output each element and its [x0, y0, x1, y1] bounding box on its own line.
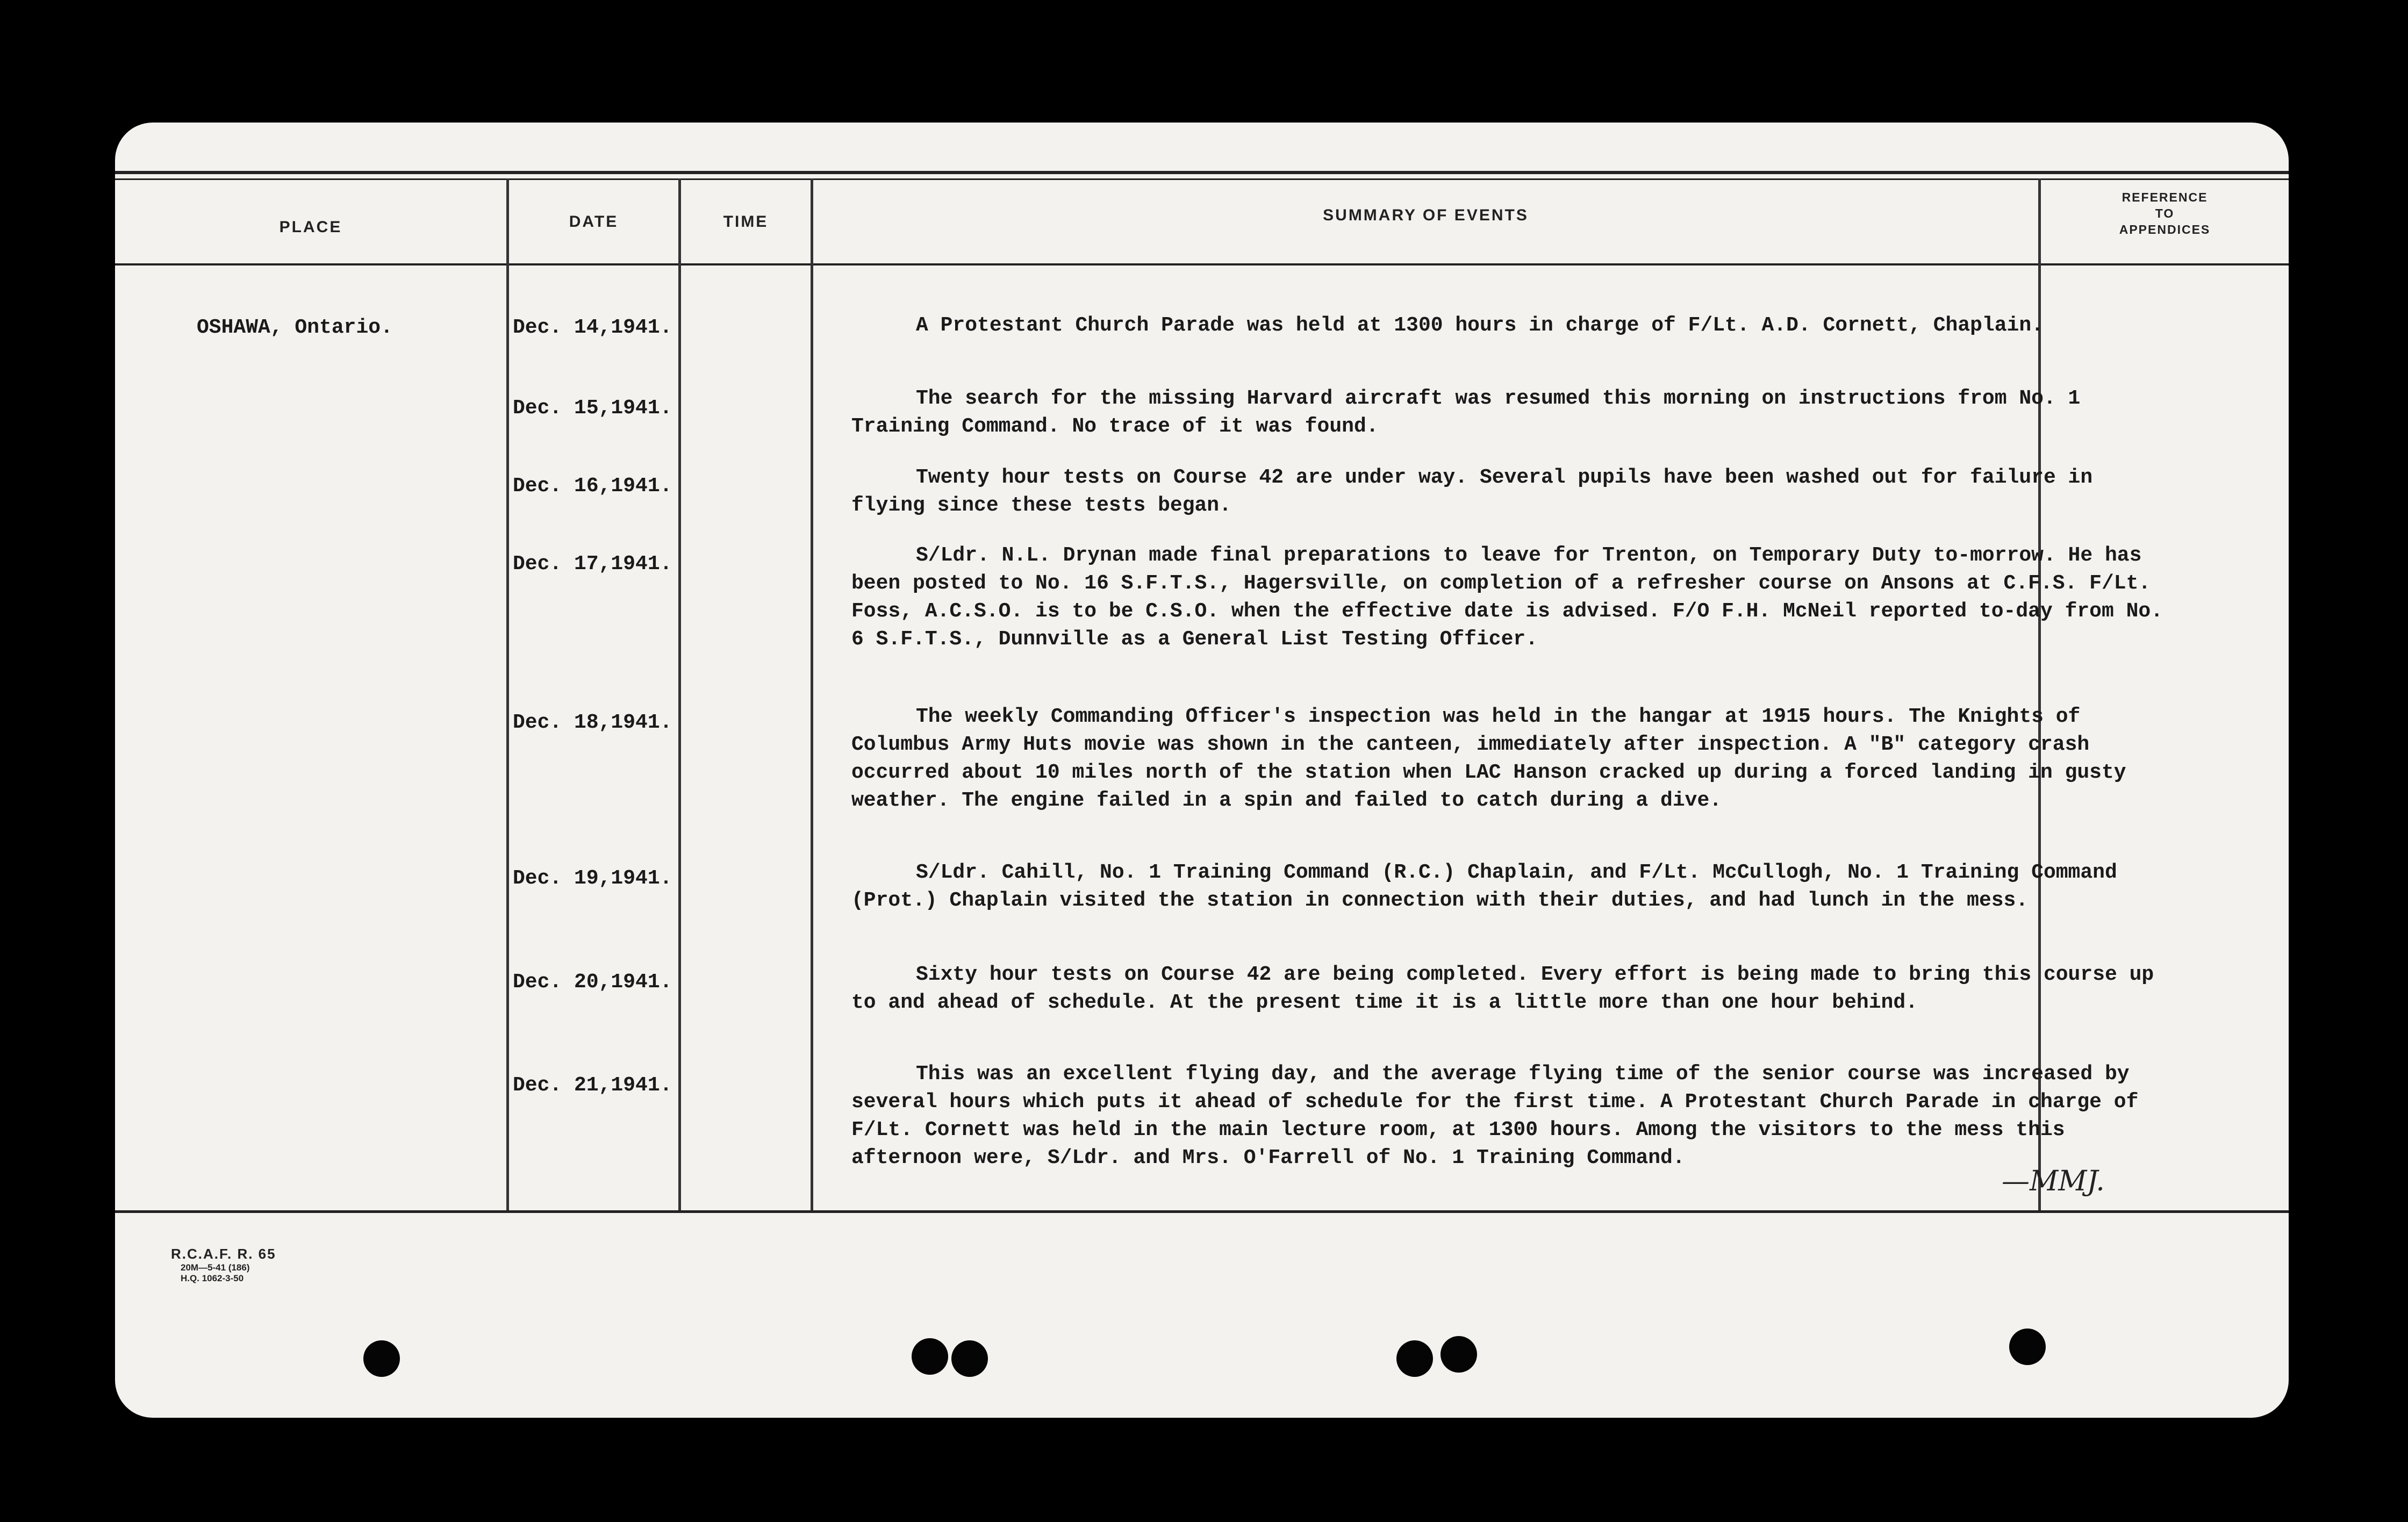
entry-summary: S/Ldr. Cahill, No. 1 Training Command (R.C.) Chaplain, and F/Lt. McCullogh, No. 1 Training Command (Prot.) Chaplain visited the station in connection with their duties, and had lunch in the mess. [851, 861, 2117, 912]
time-summary-divider [811, 178, 813, 1210]
punch-hole [912, 1338, 948, 1375]
form-number: R.C.A.F. R. 65 20M—5-41 (186) H.Q. 1062-3-50 [171, 1246, 276, 1283]
top-rule-2 [115, 178, 2289, 180]
date-time-divider [678, 178, 681, 1210]
punch-hole [951, 1340, 988, 1377]
bottom-rule [115, 1210, 2289, 1213]
header-time: TIME [723, 213, 769, 231]
punch-hole [2009, 1329, 2046, 1365]
header-date: DATE [569, 213, 619, 231]
punch-hole [363, 1340, 400, 1377]
punch-hole [1440, 1336, 1477, 1373]
entry-summary: A Protestant Church Parade was held at 1300 hours in charge of F/Lt. A.D. Cornett, Chaplain. [916, 314, 2044, 337]
diary-card [115, 123, 2289, 1418]
entry-date: Dec. 16,1941. [513, 475, 672, 498]
entry-summary: Twenty hour tests on Course 42 are under way. Several pupils have been washed out for failure in flying since these tests began. [851, 466, 2093, 517]
entry-date: Dec. 19,1941. [513, 867, 672, 890]
place-value: OSHAWA, Ontario. [197, 316, 393, 339]
punch-hole [1396, 1340, 1433, 1377]
entry-date: Dec. 17,1941. [513, 552, 672, 576]
header-summary: SUMMARY OF EVENTS [1323, 206, 1529, 224]
header-place: PLACE [279, 218, 342, 236]
entry-summary: Sixty hour tests on Course 42 are being completed. Every effort is being made to bring this course up to and ahead of schedule. At the present time it is a little more than one hour behind. [851, 963, 2154, 1014]
entry-date: Dec. 20,1941. [513, 971, 672, 994]
entry-summary: This was an excellent flying day, and the average flying time of the senior course was increased by several hours which puts it ahead of schedule for the first time. A Protestant Church Parade in charge of F/Lt. Cornett was held in the main lecture room, at 1300 hours. Among the visitors to the mess this afternoon were, S/Ldr. and Mrs. O'Farrell of No. 1 Training Command. [851, 1062, 2139, 1169]
entry-date: Dec. 14,1941. [513, 316, 672, 339]
place-date-divider [506, 178, 509, 1210]
top-rule [115, 171, 2289, 174]
entry-date: Dec. 21,1941. [513, 1074, 672, 1097]
entry-summary: The weekly Commanding Officer's inspection was held in the hangar at 1915 hours. The Knights of Columbus Army Huts movie was shown in the canteen, immediately after inspection. A "B" category crash occurred about 10 miles north of the station when LAC Hanson cracked up during a forced landing in gusty weather. The engine failed in a spin and failed to catch during a dive. [851, 705, 2126, 812]
entry-summary: The search for the missing Harvard aircraft was resumed this morning on instructions from No. 1 Training Command. No trace of it was found. [851, 387, 2081, 438]
entry-date: Dec. 15,1941. [513, 397, 672, 420]
header-reference: REFERENCE TO APPENDICES [2119, 190, 2211, 236]
entry-date: Dec. 18,1941. [513, 711, 672, 734]
signature-initials: —MMJ. [2002, 1165, 2105, 1197]
header-rule [115, 263, 2289, 265]
entry-summary: S/Ldr. N.L. Drynan made final preparations to leave for Trenton, on Temporary Duty to-morrow. He has been posted to No. 16 S.F.T.S., Hagersville, on completion of a refresher course on Ansons at C.F.S. F/Lt. Foss, A.C.S.O. is to be C.S.O. when the effective date is advised. F/O F.H. McNeil reported to-day from No. 6 S.F.T.S., Dunnville as a General List Testing Officer. [851, 544, 2163, 651]
